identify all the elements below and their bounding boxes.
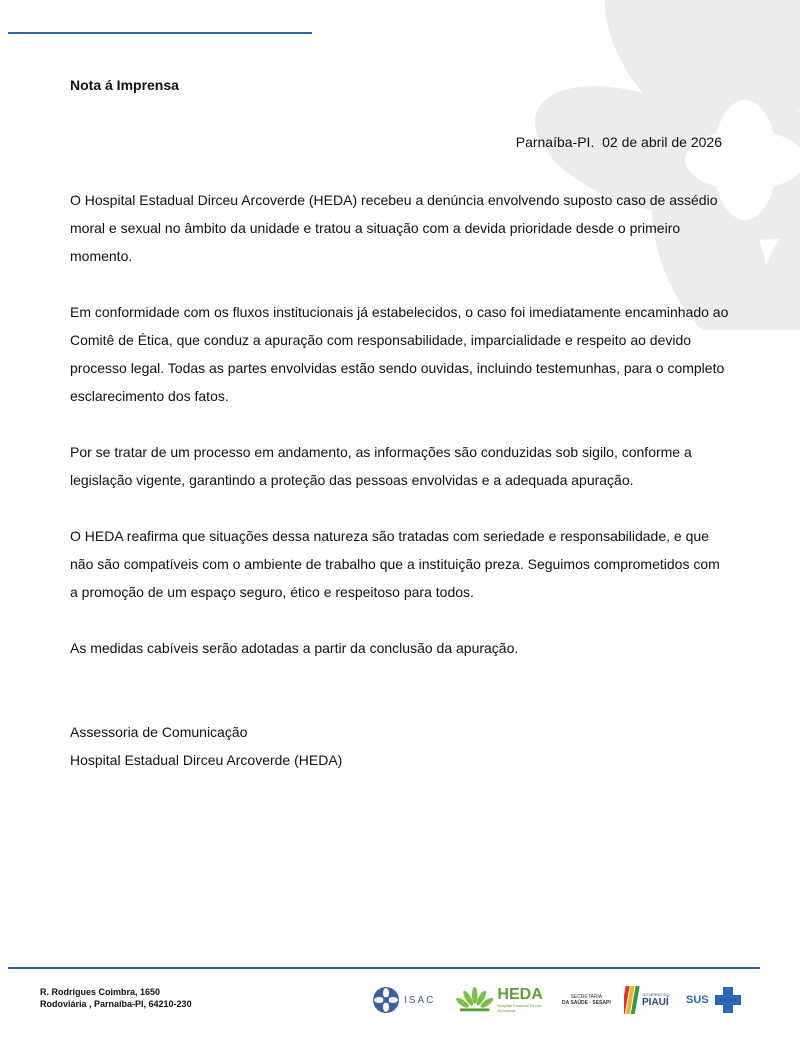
top-divider-line	[8, 32, 312, 34]
sus-wordmark: SUS	[686, 994, 709, 1006]
document-heading: Nota á Imprensa	[70, 77, 179, 93]
heda-logo	[456, 978, 556, 1022]
piaui-label-big: PIAUÍ	[642, 997, 669, 1008]
paragraph-2: Em conformidade com os fluxos institucionais já estabelecidos, o caso foi imediatamente encaminhado ao Comitê de Ética, que conduz a apuração com responsabilidade, imparcialidade e respeito ao devido processo legal. Todas as partes envolvidas estão sendo ouvidas, incluindo testemunhas, para o completo esclarecimento dos fatos.	[70, 304, 729, 404]
bottom-divider-line	[8, 967, 760, 969]
address-line-1: R. Rodrigues Coimbra, 1650	[40, 987, 161, 997]
footer-logos	[372, 978, 748, 1022]
signature-department: Assessoria de Comunicação	[70, 724, 248, 740]
paragraph-1: O Hospital Estadual Dirceu Arcoverde (HEDA) recebeu a denúncia envolvendo suposto caso de assédio moral e sexual no âmbito da unidade e tratou a situação com a devida prioridade desde o primeiro momento.	[70, 192, 718, 264]
sesapi-logo	[562, 978, 620, 1022]
address-line-2: Rodoviária , Parnaíba-PI, 64210-230	[40, 999, 192, 1009]
piaui-government-logo	[624, 978, 682, 1022]
heda-leaf-icon	[456, 985, 493, 1015]
signature-block	[70, 718, 342, 774]
isac-logo	[372, 978, 452, 1022]
piaui-stripes-icon	[624, 984, 642, 1016]
sesapi-label-top: SECRETARIA	[570, 994, 603, 1000]
document-body	[70, 186, 730, 690]
paragraph-3: Por se tratar de um processo em andamento, as informações são conduzidas sob sigilo, conforme a legislação vigente, garantindo a proteção das pessoas envolvidas e a adequada apuração.	[70, 444, 692, 488]
footer-address	[40, 986, 192, 1010]
sesapi-label-bottom: DA SAÚDE · SESAPI	[562, 1000, 611, 1006]
sus-logo	[686, 978, 746, 1022]
paragraph-5: As medidas cabíveis serão adotadas a partir da conclusão da apuração.	[70, 640, 519, 656]
paragraph-4: O HEDA reafirma que situações dessa natureza são tratadas com seriedade e responsabilidade, e que não são compatíveis com o ambiente de trabalho que a instituição preza. Seguimos comprometidos com a promoção de um espaço seguro, ético e respeitoso para todos.	[70, 528, 720, 600]
date-line: Parnaíba-PI. 02 de abril de 2026	[515, 134, 722, 150]
isac-emblem-icon	[372, 986, 400, 1014]
piaui-label-small: GOVERNO DO	[642, 992, 670, 997]
isac-wordmark: ISAC	[404, 994, 436, 1006]
sus-cross-icon	[713, 985, 743, 1015]
signature-institution: Hospital Estadual Dirceu Arcoverde (HEDA)	[70, 752, 343, 768]
heda-wordmark: HEDA	[497, 986, 543, 1003]
heda-subtitle: Hospital Estadual Dirceu Arcoverde	[497, 1003, 542, 1013]
